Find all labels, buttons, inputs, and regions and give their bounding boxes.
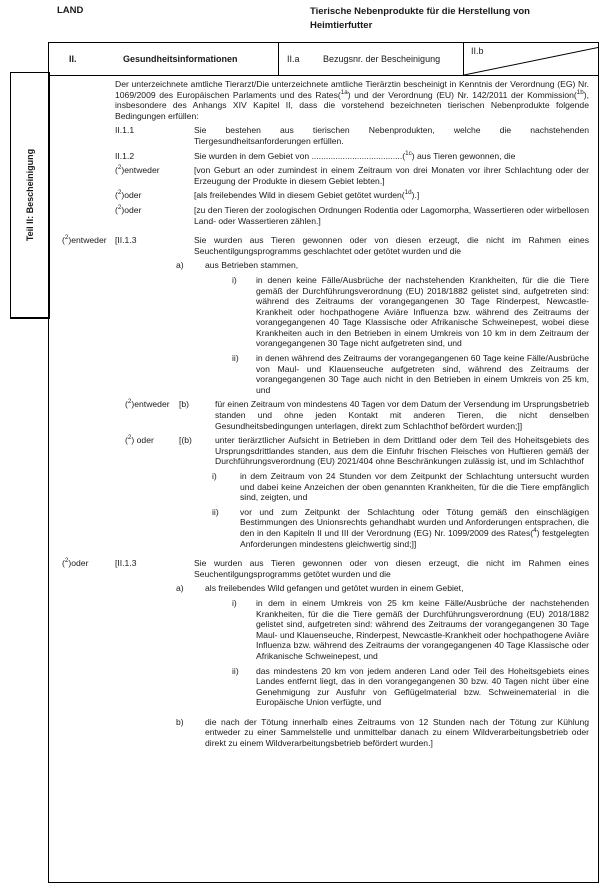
list-marker: [(b) <box>179 435 192 446</box>
item-text: [von Geburt an oder zumindest in einem Zeitraum von drei Monaten vor ihrer Schlachtung oder der Erzeugung der Produkte in diesem Gebiet lebten.] <box>194 165 589 186</box>
document-title: Tierische Nebenprodukte für die Herstellung von Heimtierfutter <box>310 6 530 31</box>
header-cell-reference <box>279 43 464 75</box>
list-marker: ii) <box>232 353 239 364</box>
certificate-table <box>48 42 599 883</box>
list-marker: a) <box>176 260 184 271</box>
health-information-body <box>49 76 598 882</box>
item-text: Sie wurden aus Tieren gewonnen oder von diesen erzeugt, die nicht im Rahmen eines Seuchentilgungsprogramms geschlachtet oder getötet wurden und die <box>194 235 589 256</box>
item-number: II.1.1 <box>115 125 135 136</box>
item-text: das mindestens 20 km von jedem anderen Land oder Teil des Hoheitsgebiets eines Landes entfernt liegt, das in den vorangegangenen 30 bzw. 40 Tagen nicht über eine Genehmigung zur Ausfuhr von Geflügelmaterial bzw. Schweinematerial in die Europäische Union verfügte, und <box>256 665 589 708</box>
list-marker: ii) <box>212 506 219 517</box>
certificate-row <box>212 507 589 549</box>
item-text: unter tierärztlicher Aufsicht in Betrieben in dem Drittland oder dem Teil des Hoheitsgebiets des Ursprungsdrittlandes standen, aus dem die Einfuhr frischen Fleisches von Huftieren gemäß der Durchführungsverordnung (EU) 2021/404 ohne Beschränkungen zulässig ist, und im Schlachthof <box>215 435 589 467</box>
reference-label: Bezugsnr. der Bescheinigung <box>323 54 441 64</box>
alternative-label: ($^2$)oder <box>115 189 142 201</box>
list-marker: [b) <box>179 399 190 410</box>
item-text: als freilebendes Wild gefangen und getötet wurden in einem Gebiet, <box>205 583 464 594</box>
part-ii-sidebar-label: Teil II: Bescheinigung <box>25 148 35 242</box>
alternative-label: ($^2$) oder <box>125 434 154 446</box>
certificate-row <box>125 435 589 467</box>
certificate-row <box>232 666 589 708</box>
item-text: in dem in einem Umkreis von 25 km keine Fälle/Ausbrüche der nachstehenden Krankheiten, für die die Tiere gemäß der Durchführungsverordnung (EU) 2018/1882 gelistet sind, aufgetreten sind: während des Zeitraums der vorangegangenen 30 Tage Maul- und Klauenseuche, Rinderpest, Newcastle-Krankheit oder hochpathogene Aviäre Influenza bzw. während des Zeitraums der vorangegangenen 40 Tage Klassische oder Afrikanische Schweinepest, und <box>256 597 589 661</box>
list-marker: ii) <box>232 665 239 676</box>
item-text: Sie bestehen aus tierischen Nebenprodukten, welche die nachstehenden Tiergesundheitsanforderungen erfüllen. <box>194 125 589 146</box>
reference-number-label: II.a <box>287 54 300 64</box>
item-number: [II.1.3 <box>115 235 137 246</box>
list-marker: i) <box>232 274 237 285</box>
item-text: [zu den Tieren der zoologischen Ordnungen Rodentia oder Lagomorpha, Wassertieren oder wirbellosen Land- oder Wassertieren zählen.] <box>194 204 589 226</box>
header-cell-iib <box>464 43 598 75</box>
certificate-row <box>232 598 589 662</box>
item-text: Der unterzeichnete amtliche Tierarzt/Die unterzeichnete amtliche Tierärztin bescheinigt in Kenntnis der Verordnung (EG) Nr. 1069/2009 des Europäischen Parlaments und des Rates($^{1a}$) und der Verordnung (EU) Nr. 142/2011 der Kommission($^{1b}$), insbesondere des Anhangs XIV Kapitel II, dass die vorstehend bezeichneten tierischen Nebenprodukte folgende Bedingungen erfüllen: <box>115 79 590 121</box>
certificate-row <box>176 717 589 749</box>
item-text: in denen keine Fälle/Ausbrüche der nachstehenden Krankheiten, für die die Tiere gemäß der Durchführungsverordnung (EU) 2018/1882 gelistet sind, aufgetreten sind: während des Zeitraums der vorangegangenen 30 Tage Rinderpest, Newcastle-Krankheit oder hochpathogene Aviäre Influenza bzw. während des Zeitraums der vorangegangenen 40 Tage Klassische oder Afrikanische Schweinepest, wobei diese Krankheiten auch in den Betrieben in einem Umkreis von 10 km in dem Zeitraum der vorangegangenen 30 Tage nicht aufgetreten sind, und <box>256 274 589 349</box>
item-text: für einen Zeitraum von mindestens 40 Tagen vor dem Datum der Versendung im Ursprungsbetrieb standen und ohne jeden Kontakt mit anderen Tieren, die nicht denselben Gesundheitsbedingungen unterlagen, direkt zum Schlachthof befördert wurden;]] <box>215 399 589 431</box>
certificate-row <box>115 205 589 226</box>
diagonal-strike-line <box>464 43 598 75</box>
certificate-row <box>115 151 589 162</box>
certificate-row <box>115 165 589 186</box>
box-iib-label: II.b <box>471 46 484 56</box>
alternative-label: ($^2$)entweder <box>115 164 160 176</box>
section-number: II. <box>69 54 77 64</box>
item-number: II.1.2 <box>115 150 135 161</box>
certificate-row <box>62 235 589 256</box>
certificate-row <box>115 190 589 201</box>
alternative-label: ($^2$)oder <box>62 557 89 569</box>
header-cell-health-info <box>49 43 279 75</box>
table-header-row <box>49 43 598 76</box>
alternative-label: ($^2$)oder <box>115 204 142 215</box>
certificate-row <box>62 558 589 579</box>
certificate-row <box>232 275 589 349</box>
section-title: Gesundheitsinformationen <box>123 54 238 64</box>
item-text: Sie wurden in dem Gebiet von ......................................($^{1c}$) aus Tieren gewonnen, die <box>194 149 516 161</box>
certificate-row <box>176 583 589 594</box>
item-number: [II.1.3 <box>115 558 137 569</box>
item-text: aus Betrieben stammen, <box>205 260 299 271</box>
part-ii-sidebar <box>10 72 50 319</box>
certificate-row <box>232 353 589 395</box>
item-text: in denen während des Zeitraums der vorangegangenen 60 Tage keine Fälle/Ausbrüche von Maul- und Klauenseuche aufgetreten sind, während des Zeitraums der vorangegangenen 30 Tage auch nicht in den Betrieben in einem Umkreis von 25 km, und <box>256 353 589 395</box>
list-marker: i) <box>212 471 217 481</box>
item-text: Sie wurden aus Tieren gewonnen oder von diesen erzeugt, die nicht im Rahmen eines Seuchentilgungsprogramms getötet wurden und die <box>194 558 589 579</box>
item-text: in dem Zeitraum von 24 Stunden vor dem Zeitpunkt der Schlachtung untersucht wurden und dabei keine Anzeichen der oben genannten Krankheiten, für die die Tiere empfänglich sind, zeigten, und <box>240 471 589 503</box>
item-text: die nach der Tötung innerhalb eines Zeitraums von 12 Stunden nach der Tötung zur Kühlung entweder zu einer Sammelstelle und unmittelbar danach zu einem Wildverarbeitungsbetrieb oder direkt zu einem Wildverarbeitungsbetrieb befördert wurden.] <box>205 716 589 749</box>
certificate-row <box>115 79 589 121</box>
certificate-row <box>212 471 589 503</box>
item-text: [als freilebendes Wild in diesem Gebiet getötet wurden($^{1d}$).] <box>194 189 420 201</box>
list-marker: a) <box>176 583 184 594</box>
list-marker: b) <box>176 716 184 727</box>
land-label: LAND <box>57 5 84 16</box>
alternative-label: ($^2$)entweder <box>62 234 107 246</box>
list-marker: i) <box>232 597 237 608</box>
item-text: vor und zum Zeitpunkt der Schlachtung oder Tötung gemäß den einschlägigen Bestimmungen des Unionsrechts gehandhabt wurden und Anforderungen entsprachen, die den in den Kapiteln II und III der Verordnung (EG) Nr. 1099/2009 des Rates($^4$) festgelegten Anforderungen mindestens gleichwertig sind;]] <box>240 506 589 549</box>
certificate-row <box>115 125 589 146</box>
certificate-row <box>176 260 589 271</box>
certificate-row <box>125 399 589 431</box>
alternative-label: ($^2$)entweder <box>125 398 170 410</box>
